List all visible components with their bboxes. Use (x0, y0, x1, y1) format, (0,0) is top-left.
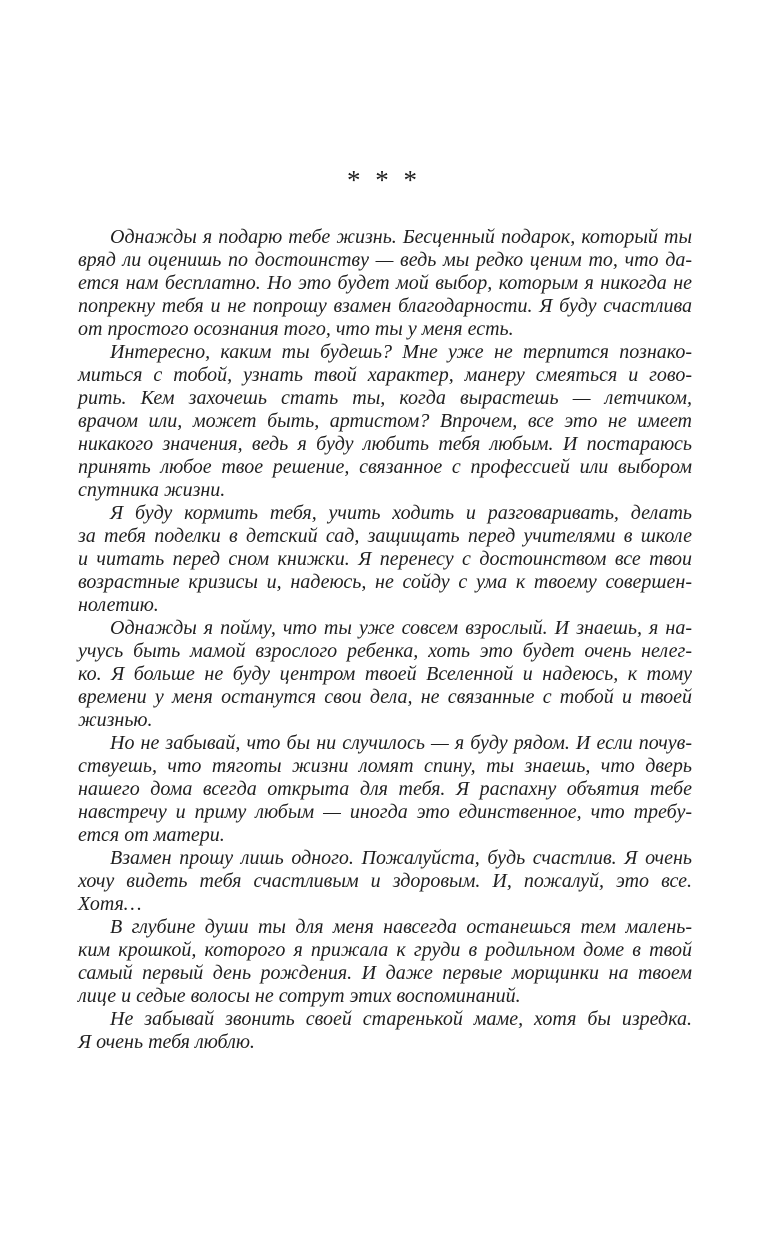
text-line: от простого осознания того, что ты у меня есть. (78, 318, 514, 340)
text-line: Однажды я подарю тебе жизнь. Бесценный подарок, который ты (110, 226, 692, 248)
text-line: за тебя поделки в детский сад, защищать перед учителями в школе (78, 525, 692, 547)
text-line: самый первый день рождения. И даже первые морщинки на твоем (78, 962, 692, 984)
paragraph (78, 341, 692, 502)
paragraph (78, 916, 692, 1008)
text-line: учусь быть мамой взрослого ребенка, хоть это будет очень нелег- (78, 640, 692, 662)
text-line: времени у меня останутся свои дела, не связанные с тобой и твоей (78, 686, 692, 708)
text-line: жизнью. (78, 709, 153, 731)
paragraph (78, 226, 692, 341)
text-line: ствуешь, что тяготы жизни ломят спину, ты знаешь, что дверь (78, 755, 692, 777)
text-line: ется от матери. (78, 824, 225, 846)
text-line: Взамен прошу лишь одного. Пожалуйста, будь счастлив. Я очень (110, 847, 692, 869)
text-line: ким крошкой, которого я прижала к груди в родильном доме в твой (78, 939, 692, 961)
text-line: В глубине души ты для меня навсегда останешься тем малень- (110, 916, 692, 938)
text-line: принять любое твое решение, связанное с профессией или выбором (78, 456, 692, 478)
text-line: нашего дома всегда открыта для тебя. Я распахну объятия тебе (78, 778, 692, 800)
paragraph (78, 617, 692, 732)
text-line: никакого значения, ведь я буду любить тебя любым. И постараюсь (78, 433, 692, 455)
paragraph (78, 847, 692, 916)
paragraph (78, 732, 692, 847)
paragraph (78, 1008, 692, 1054)
text-line: миться с тобой, узнать твой характер, манеру смеяться и гово- (78, 364, 692, 386)
text-line: навстречу и приму любым — иногда это единственное, что требу- (78, 801, 692, 823)
paragraph (78, 502, 692, 617)
text-line: попрекну тебя и не попрошу взамен благодарности. Я буду счастлива (78, 295, 692, 317)
text-line: возрастные кризисы и, надеюсь, не сойду с ума к твоему совершен- (78, 571, 692, 593)
text-line: нолетию. (78, 594, 159, 616)
text-line: хочу видеть тебя счастливым и здоровым. И, пожалуй, это все. (78, 870, 692, 892)
text-line: рить. Кем захочешь стать ты, когда вырастешь — летчиком, (78, 387, 692, 409)
text-line: Не забывай звонить своей старенькой маме, хотя бы изредка. (110, 1008, 692, 1030)
text-line: врачом или, может быть, артистом? Впрочем, все это не имеет (78, 410, 692, 432)
text-line: Я очень тебя люблю. (78, 1031, 255, 1053)
text-line: Но не забывай, что бы ни случилось — я буду рядом. И если почув- (110, 732, 692, 754)
text-line: Однажды я пойму, что ты уже совсем взрослый. И знаешь, я на- (110, 617, 692, 639)
body-text (78, 226, 692, 1054)
text-line: Я буду кормить тебя, учить ходить и разговаривать, делать (110, 502, 692, 524)
text-line: ко. Я больше не буду центром твоей Вселенной и надеюсь, к тому (78, 663, 692, 685)
text-line: вряд ли оценишь по достоинству — ведь мы редко ценим то, что да- (78, 249, 692, 271)
text-line: Хотя… (78, 893, 142, 915)
text-line: спутника жизни. (78, 479, 226, 501)
text-line: и читать перед сном книжки. Я перенесу с достоинством все твои (78, 548, 692, 570)
text-line: ется нам бесплатно. Но это будет мой выбор, которым я никогда не (78, 272, 692, 294)
text-line: Интересно, каким ты будешь? Мне уже не терпится познако- (110, 341, 692, 363)
section-separator: * * * (347, 165, 421, 195)
text-line: лице и седые волосы не сотрут этих воспоминаний. (78, 985, 521, 1007)
